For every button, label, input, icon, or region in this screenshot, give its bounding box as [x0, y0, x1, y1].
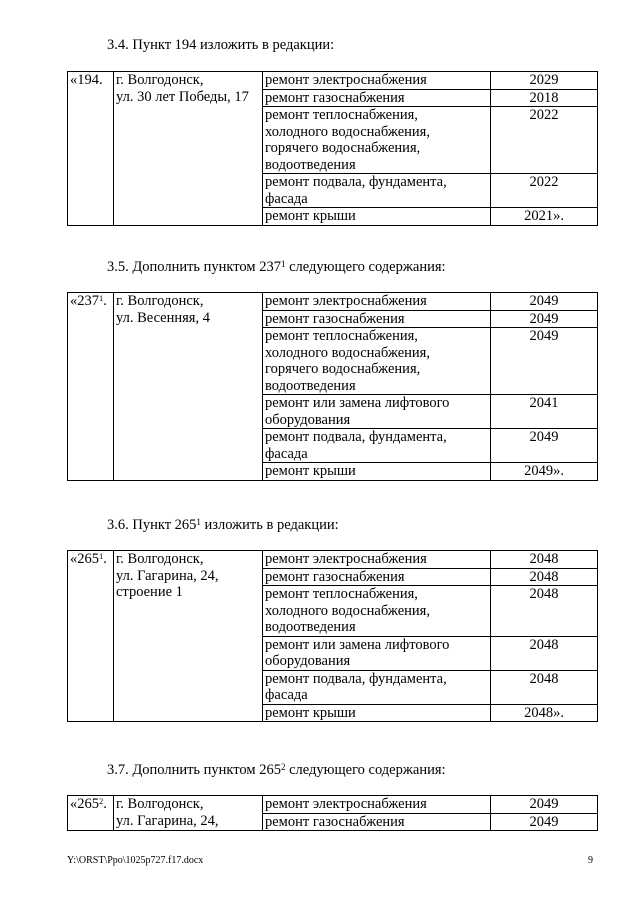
work-type-cell	[263, 636, 491, 670]
year-cell: 2049	[491, 796, 598, 814]
work-type-line: оборудования	[265, 411, 351, 428]
year-cell: 2041	[491, 395, 598, 429]
address-cell	[114, 72, 263, 226]
work-type-line: ремонт крыши	[265, 463, 356, 479]
work-type-cell	[263, 796, 491, 814]
work-type-line: фасада	[265, 687, 308, 703]
work-type-line: ремонт крыши	[265, 704, 356, 721]
work-type-cell	[263, 89, 491, 107]
item-number-tail: .	[103, 293, 107, 309]
item-number-cell	[68, 293, 114, 481]
year-cell: 2021».	[491, 208, 598, 226]
item-number-superscript: 2	[99, 796, 104, 806]
item-number-superscript: 1	[99, 551, 104, 561]
address-line: г. Волгодонск,	[116, 72, 204, 88]
item-number: «265	[70, 551, 99, 567]
item-number-superscript: 1	[99, 293, 104, 303]
work-type-cell	[263, 328, 491, 395]
item-number: «194.	[70, 72, 103, 88]
item-number-cell	[68, 796, 114, 831]
work-type-line: ремонт электроснабжения	[265, 551, 427, 567]
work-type-line: ремонт газоснабжения	[265, 89, 405, 106]
section-heading	[107, 762, 446, 779]
heading-text: 3.7. Дополнить пунктом 265	[107, 762, 281, 778]
address-cell	[114, 293, 263, 481]
heading-text: 3.5. Дополнить пунктом 237	[107, 259, 281, 275]
heading-text-tail: следующего содержания:	[285, 259, 446, 275]
work-type-cell	[263, 670, 491, 704]
work-type-cell	[263, 293, 491, 311]
work-type-cell	[263, 463, 491, 481]
work-type-line: ремонт или замена лифтового	[265, 395, 450, 411]
work-type-line: горячего водоснабжения,	[265, 361, 421, 377]
work-type-cell	[263, 704, 491, 722]
year-cell: 2048	[491, 670, 598, 704]
address-line: ул. Весенняя, 4	[116, 309, 210, 326]
year-cell: 2049».	[491, 463, 598, 481]
work-type-line: водоотведения	[265, 156, 356, 173]
work-type-line: оборудования	[265, 653, 351, 669]
work-type-line: фасада	[265, 190, 308, 207]
work-type-line: ремонт электроснабжения	[265, 796, 427, 812]
work-type-line: ремонт газоснабжения	[265, 568, 405, 585]
year-cell: 2048	[491, 568, 598, 586]
work-type-cell	[263, 429, 491, 463]
footer-page-number: 9	[588, 855, 593, 866]
work-type-cell	[263, 551, 491, 569]
table-row	[68, 72, 598, 90]
item-number-cell	[68, 72, 114, 226]
heading-text: 3.6. Пункт 265	[107, 517, 197, 533]
address-line: строение 1	[116, 584, 183, 600]
year-cell: 2048	[491, 551, 598, 569]
work-type-line: ремонт крыши	[265, 208, 356, 224]
year-cell: 2022	[491, 174, 598, 208]
repair-schedule-table	[67, 550, 598, 722]
work-type-line: холодного водоснабжения,	[265, 344, 430, 361]
item-number: «265	[70, 796, 99, 812]
work-type-line: ремонт или замена лифтового	[265, 636, 450, 653]
address-line: г. Волгодонск,	[116, 293, 204, 309]
table-row	[68, 293, 598, 311]
heading-text-tail: следующего содержания:	[285, 762, 446, 778]
address-line: г. Волгодонск,	[116, 551, 204, 567]
work-type-line: ремонт теплоснабжения,	[265, 107, 418, 123]
heading-text: 3.4. Пункт 194 изложить в редакции:	[107, 37, 335, 53]
address-line: г. Волгодонск,	[116, 796, 204, 812]
work-type-line: ремонт подвала, фундамента,	[265, 429, 447, 445]
work-type-line: ремонт электроснабжения	[265, 293, 427, 309]
heading-superscript: 1	[196, 517, 201, 527]
year-cell: 2029	[491, 72, 598, 90]
table-row	[68, 796, 598, 814]
work-type-line: холодного водоснабжения,	[265, 123, 430, 140]
year-cell: 2048».	[491, 704, 598, 722]
work-type-cell	[263, 208, 491, 226]
repair-schedule-table	[67, 71, 598, 226]
address-line: ул. Гагарина, 24,	[116, 812, 219, 829]
work-type-cell	[263, 72, 491, 90]
work-type-cell	[263, 568, 491, 586]
work-type-line: горячего водоснабжения,	[265, 140, 421, 156]
address-line: ул. 30 лет Победы, 17	[116, 88, 249, 105]
repair-schedule-table	[67, 795, 598, 831]
address-line: ул. Гагарина, 24,	[116, 567, 219, 584]
repair-schedule-table	[67, 292, 598, 481]
table-row	[68, 551, 598, 569]
year-cell: 2022	[491, 107, 598, 174]
heading-superscript: 1	[280, 259, 286, 269]
heading-text-tail: изложить в редакции:	[200, 517, 339, 533]
work-type-line: ремонт газоснабжения	[265, 813, 405, 830]
year-cell: 2049	[491, 293, 598, 311]
year-cell: 2018	[491, 89, 598, 107]
work-type-line: ремонт электроснабжения	[265, 72, 427, 88]
work-type-line: водоотведения	[265, 377, 356, 394]
address-cell	[114, 796, 263, 831]
work-type-cell	[263, 395, 491, 429]
footer-file-path: Y:\ORST\Ppo\1025p727.f17.docx	[67, 855, 204, 866]
work-type-line: водоотведения	[265, 619, 356, 635]
year-cell: 2048	[491, 586, 598, 637]
work-type-cell	[263, 107, 491, 174]
work-type-cell	[263, 813, 491, 831]
year-cell: 2049	[491, 429, 598, 463]
work-type-line: ремонт подвала, фундамента,	[265, 174, 447, 190]
address-cell	[114, 551, 263, 722]
item-number-tail: .	[103, 796, 107, 812]
work-type-line: ремонт теплоснабжения,	[265, 328, 418, 344]
work-type-cell	[263, 586, 491, 637]
work-type-line: ремонт газоснабжения	[265, 310, 405, 327]
item-number: «237	[70, 293, 99, 309]
year-cell: 2049	[491, 813, 598, 831]
section-heading	[107, 259, 446, 276]
item-number-tail: .	[103, 551, 107, 567]
work-type-line: фасада	[265, 445, 308, 462]
year-cell: 2049	[491, 310, 598, 328]
work-type-line: холодного водоснабжения,	[265, 602, 430, 619]
item-number-cell	[68, 551, 114, 722]
work-type-cell	[263, 174, 491, 208]
section-heading	[107, 517, 339, 534]
work-type-line: ремонт подвала, фундамента,	[265, 670, 447, 687]
heading-superscript: 2	[280, 762, 286, 772]
work-type-line: ремонт теплоснабжения,	[265, 586, 418, 602]
work-type-cell	[263, 310, 491, 328]
section-heading	[107, 37, 334, 54]
year-cell: 2048	[491, 636, 598, 670]
year-cell: 2049	[491, 328, 598, 395]
